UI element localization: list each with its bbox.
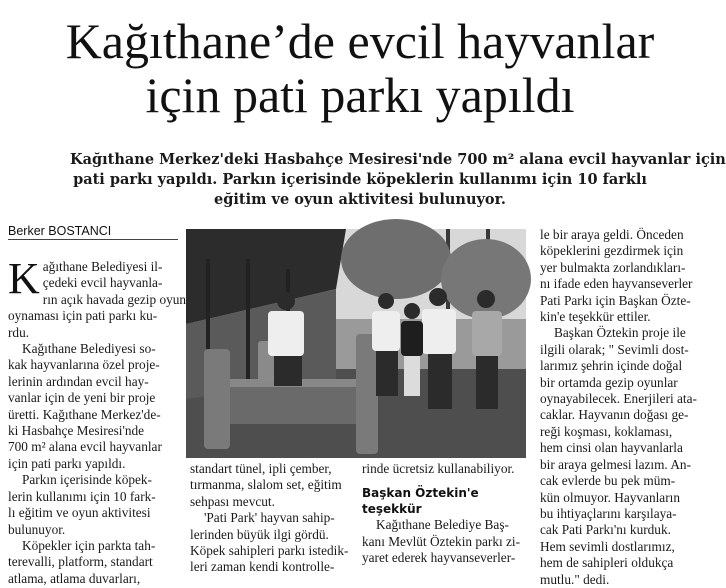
text-line: caklar. Hayvanın doğası ge- xyxy=(540,407,689,423)
text-line: cak evlerde bu pek müm- xyxy=(540,473,676,489)
text-line: rinde ücretsiz kullanabiliyor. xyxy=(362,461,515,476)
text-line: üretti. Kağıthane Merkez'de- xyxy=(8,406,161,422)
byline: Berker BOSTANCI xyxy=(8,224,178,240)
subheading xyxy=(362,485,532,517)
text-line: Kağıthane Belediyesi so- xyxy=(22,341,156,357)
text-line: mutlu." dedi. xyxy=(540,571,610,587)
text-line: cak Pati Parkı'nı kurduk. xyxy=(540,522,671,538)
text-line: için pati parkı yapıldı. xyxy=(8,455,126,471)
text-line: le bir araya geldi. Önceden xyxy=(540,227,684,242)
text-line: Başkan Öztekin proje ile xyxy=(554,325,686,341)
text-line: vanlar için de yeni bir proje xyxy=(8,390,156,406)
headline xyxy=(0,14,720,122)
paragraph-9 xyxy=(540,227,718,325)
text-line: lerinin ardından evcil hay- xyxy=(8,373,149,389)
text-line: Pati Parkı için Başkan Özte- xyxy=(540,292,691,308)
text-line: Parkın içerisinde köpek- xyxy=(22,472,152,488)
text-line: leri zaman kendi kontrolle- xyxy=(190,559,335,575)
text-line: ki Hasbahçe Mesiresi'nde xyxy=(8,423,145,439)
text-line: oynayabilecek. Enerjileri ata- xyxy=(540,391,697,407)
text-line: kün olmuyor. Hayvanların xyxy=(540,489,680,505)
text-line: rdu. xyxy=(8,324,30,340)
text-line: nı ifade eden hayvanseverler xyxy=(540,276,693,292)
paragraph-5 xyxy=(190,461,360,510)
text-line: bir ortamda gezip oyunlar xyxy=(540,374,678,390)
text-line: köpeklerini gezdirmek için xyxy=(540,243,684,259)
spot-line-2: pati parkı yapıldı. Parkın içerisinde köpeklerin kullanımı için 10 farklı xyxy=(73,171,647,188)
subheading-line: Başkan Öztekin'e xyxy=(362,486,479,501)
text-line: Hem sevimli dostlarımız, xyxy=(540,538,675,554)
paragraph-7 xyxy=(362,461,532,477)
text-line: kin'e teşekkür ettiler. xyxy=(540,309,651,325)
article-column-1 xyxy=(8,254,187,587)
text-line: Köpekler için parkta tah- xyxy=(22,537,156,553)
spot-line-3: eğitim ve oyun aktivitesi bulunuyor. xyxy=(214,191,506,208)
text-line: hem cinsi olan hayvanlarla xyxy=(540,440,683,456)
text-line: bulunuyor. xyxy=(8,521,66,537)
text-line: yer bulmakta zorlandıkları- xyxy=(540,259,686,275)
paragraph-1 xyxy=(8,254,187,341)
text-line: hem de sahipleri oldukça xyxy=(540,555,674,571)
drop-cap: K xyxy=(8,254,40,303)
article-column-2 xyxy=(190,461,360,576)
text-line: lerinden büyük ilgi gördü. xyxy=(190,526,329,542)
text-line: ilgili olarak; " Sevimli dost- xyxy=(540,341,689,357)
spot-line-1: Kağıthane Merkez'deki Hasbahçe Mesiresi'nde 700 m² alana evcil hayvanlar için xyxy=(70,151,726,168)
text-line: atlama, atlama duvarları, xyxy=(8,570,141,586)
text-line: 'Pati Park' hayvan sahip- xyxy=(204,510,335,526)
paragraph-8 xyxy=(362,517,532,566)
text-line: oynaması için pati parkı ku- xyxy=(8,308,158,324)
text-line: çedeki evcil hayvanla- xyxy=(42,275,163,291)
paragraph-6 xyxy=(190,510,360,576)
text-line: yaret ederek hayvanseverler- xyxy=(362,550,516,566)
article-column-4 xyxy=(540,227,718,588)
text-line: bir araya gelmesi lazım. An- xyxy=(540,456,692,472)
text-line: sehpası mevcut. xyxy=(190,493,275,509)
text-line: ağıthane Belediyesi il- xyxy=(42,259,163,274)
text-line: lerin kullanımı için 10 fark- xyxy=(8,488,156,504)
paragraph-4 xyxy=(8,538,180,587)
paragraph-2 xyxy=(8,341,180,472)
text-line: kanı Mevlüt Öztekin parkı zi- xyxy=(362,533,521,549)
headline-line-2: için pati parkı yapıldı xyxy=(145,67,575,123)
text-line: tırmanma, slalom set, eğitim xyxy=(190,477,342,493)
park-photo-illustration xyxy=(186,229,526,458)
text-line: standart tünel, ipli çember, xyxy=(190,461,332,476)
subheading-line: teşekkür xyxy=(362,502,422,517)
text-line: terevalli, platform, standart xyxy=(8,554,153,570)
article-column-3 xyxy=(362,461,532,567)
text-line: larımız şehrin içinde doğal xyxy=(540,358,683,374)
text-line: reği koşması, koklaması, xyxy=(540,423,673,439)
text-line: Köpek sahipleri parkı istedik- xyxy=(190,543,349,559)
text-line: Kağıthane Belediye Baş- xyxy=(376,517,509,533)
text-line: lı eğitim ve oyun aktivitesi xyxy=(8,505,151,521)
spot-summary xyxy=(70,150,726,210)
text-line: bu ihtiyaçlarını karşılaya- xyxy=(540,505,677,521)
paragraph-3 xyxy=(8,472,180,538)
text-line: 700 m² alana evcil hayvanlar xyxy=(8,439,162,455)
text-line: rın açık havada gezip oyun xyxy=(42,291,187,307)
text-line: kak hayvanlarına özel proje- xyxy=(8,357,160,373)
headline-line-1: Kağıthane’de evcil hayvanlar xyxy=(65,13,655,69)
news-photo xyxy=(186,229,526,458)
paragraph-10 xyxy=(540,325,718,588)
